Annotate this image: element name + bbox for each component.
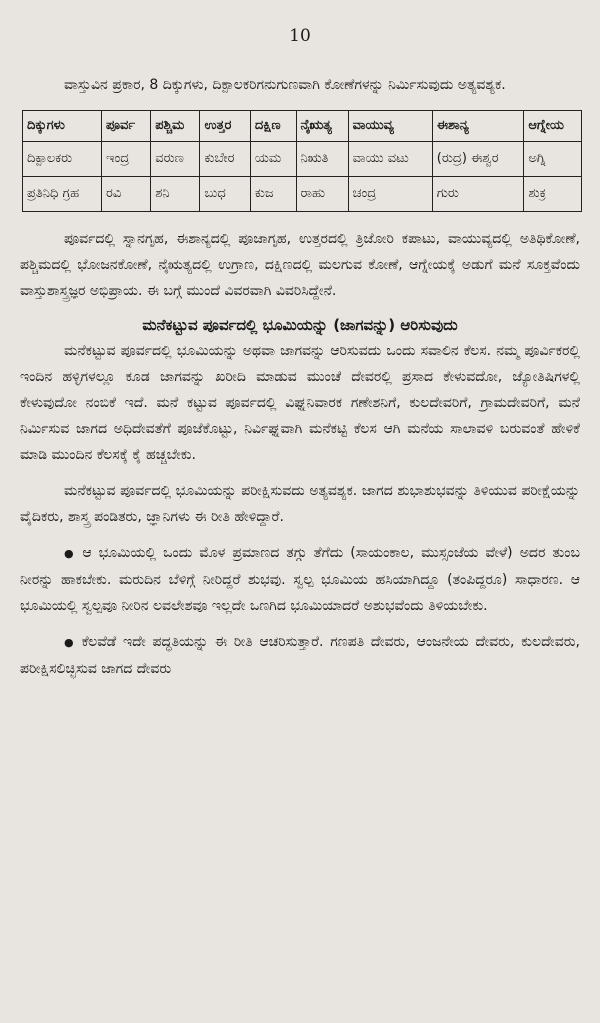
- table-cell: ಗುರು: [432, 177, 524, 212]
- table-header-row: [23, 111, 582, 142]
- table-cell: (ರುದ್ರ) ಈಶ್ವರ: [432, 142, 524, 177]
- rooms-paragraph: ಪೂರ್ವದಲ್ಲಿ ಸ್ನಾನಗೃಹ, ಈಶಾನ್ಯದಲ್ಲಿ ಪೂಜಾಗೃಹ, ಉತ್ತರದಲ್ಲಿ ತ್ರಿಜೋರಿ ಕಪಾಟು, ವಾಯುವ್ಯದಲ್ಲಿ ಅತಿಥಿಕೋಣೆ, ಪಶ್ಚಿಮದಲ್ಲಿ ಭೋಜನಕೋಣೆ, ನೈಋತ್ಯದಲ್ಲಿ ಉಗ್ರಾಣ, ದಕ್ಷಿಣದಲ್ಲಿ ಮಲಗುವ ಕೋಣೆ, ಆಗ್ನೇಯಕ್ಕೆ ಅಡುಗೆ ಮನೆ ಸೂಕ್ತವೆಂದು ವಾಸ್ತುಶಾಸ್ತ್ರಜ್ಞರ ಅಭಿಪ್ರಾಯ. ಈ ಬಗ್ಗೆ ಮುಂದೆ ವಿವರವಾಗಿ ವಿವರಿಸಿದ್ದೇನೆ.: [20, 231, 580, 299]
- table-header-cell: ಆಗ್ನೇಯ: [524, 111, 582, 142]
- bullet-item: ● ಕೆಲವೆಡೆ ಇದೇ ಪದ್ಧತಿಯನ್ನು ಈ ರೀತಿ ಆಚರಿಸುತ್ತಾರೆ. ಗಣಪತಿ ದೇವರು, ಆಂಜನೇಯ ದೇವರು, ಕುಲದೇವರು, ಪರೀಕ್ಷಿಸಲಿಚ್ಛಿಸುವ ಜಾಗದ ದೇವರು: [20, 629, 580, 682]
- table-cell: ಅಗ್ನಿ: [524, 142, 582, 177]
- table-header-cell: ನೈಋತ್ಯ: [296, 111, 348, 142]
- bullet-item: ● ಆ ಭೂಮಿಯಲ್ಲಿ ಒಂದು ಮೊಳ ಪ್ರಮಾಣದ ತಗ್ಗು ತೆಗೆದು (ಸಾಯಂಕಾಲ, ಮುಸ್ಸಂಜೆಯ ವೇಳೆ) ಅದರ ತುಂಬ ನೀರನ್ನು ಹಾಕಬೇಕು. ಮರುದಿನ ಬೆಳಿಗ್ಗೆ ನೀರಿದ್ದರೆ ಶುಭವು. ಸ್ವಲ್ಪ ಭೂಮಿಯ ಹಸಿಯಾಗಿದ್ದೂ (ತಂಪಿದ್ದರೂ) ಸಾಧಾರಣ. ಆ ಭೂಮಿಯಲ್ಲಿ ಸ್ವಲ್ಪವೂ ನೀರಿನ ಲವಲೇಶವೂ ಇಲ್ಲದೇ ಒಣಗಿದ ಭೂಮಿಯಾದರೆ ಅಶುಭವೆಂದು ತಿಳಿಯಬೇಕು.: [20, 540, 580, 619]
- table-cell: ವಾಯು ವಟು: [348, 142, 432, 177]
- table-cell: ಶನಿ: [151, 177, 200, 212]
- table-cell: ಇಂದ್ರ: [102, 142, 151, 177]
- land-test-paragraph: ಮನೆಕಟ್ಟುವ ಪೂರ್ವದಲ್ಲಿ ಭೂಮಿಯನ್ನು ಪರೀಕ್ಷಿಸುವದು ಅತ್ಯವಶ್ಯಕ. ಜಾಗದ ಶುಭಾಶುಭವನ್ನು ತಿಳಿಯುವ ಪರೀಕ್ಷೆಯನ್ನು ವೈದಿಕರು, ಶಾಸ್ತ್ರ ಪಂಡಿತರು, ಜ್ಞಾನಿಗಳು ಈ ರೀತಿ ಹೇಳಿದ್ದಾರೆ.: [20, 483, 580, 525]
- table-cell: ಯಮ: [250, 142, 296, 177]
- table-cell: ಪ್ರತಿನಿಧಿ ಗ್ರಹ: [23, 177, 102, 212]
- table-cell: ದಿಕ್ಪಾಲಕರು: [23, 142, 102, 177]
- table-header-cell: ಈಶಾನ್ಯ: [432, 111, 524, 142]
- table-cell: ರವಿ: [102, 177, 151, 212]
- section-heading: ಮನೆಕಟ್ಟುವ ಪೂರ್ವದಲ್ಲಿ ಭೂಮಿಯನ್ನು (ಜಾಗವನ್ನು) ಆರಿಸುವುದು: [142, 316, 458, 334]
- table-cell: ರಾಹು: [296, 177, 348, 212]
- table-cell: ಶುಕ್ರ: [524, 177, 582, 212]
- table-cell: ಚಂದ್ರ: [348, 177, 432, 212]
- land-selection-paragraph: ಮನೆಕಟ್ಟುವ ಪೂರ್ವದಲ್ಲಿ ಭೂಮಿಯನ್ನು ಅಥವಾ ಜಾಗವನ್ನು ಆರಿಸುವದು ಒಂದು ಸವಾಲಿನ ಕೆಲಸ. ನಮ್ಮ ಪೂರ್ವಿಕರಲ್ಲಿ ಇಂದಿನ ಹಳ್ಳಿಗಳಲ್ಲೂ ಕೂಡ ಜಾಗವನ್ನು ಖರೀದಿ ಮಾಡುವ ಮುಂಚೆ ದೇವರಲ್ಲಿ ಪ್ರಸಾದ ಕೇಳುವದೋ, ಜ್ಯೋತಿಷಿಗಳಲ್ಲಿ ಕೇಳುವುದೋ ನಂಬಿಕೆ ಇದೆ. ಮನೆ ಕಟ್ಟುವ ಪೂರ್ವದಲ್ಲಿ ವಿಘ್ನನಿವಾರಕ ಗಣೇಶನಿಗೆ, ಕುಲದೇವರಿಗೆ, ಗ್ರಾಮದೇವರಿಗೆ, ಮನೆ ನಿರ್ಮಿಸುವ ಜಾಗದ ಅಧಿದೇವತೆಗೆ ಪೂಜೆಕೊಟ್ಟು, ನಿರ್ವಿಘ್ನವಾಗಿ ಮನೆಕಟ್ಟಿ ಕೆಲಸ ಆಗಿ ಮನೆಯ ಸಾಲಾವಳಿ ಬರುವಂತೆ ಹೇಳಿಕೆ ಮಾಡಿ ಮುಂದಿನ ಕೆಲಸಕ್ಕೆ ಕೈ ಹಚ್ಚಬೇಕು.: [20, 343, 580, 463]
- table-header-cell: ವಾಯುವ್ಯ: [348, 111, 432, 142]
- table-row: [23, 177, 582, 212]
- table-cell: ಕುಜ: [250, 177, 296, 212]
- directions-table: [22, 110, 582, 212]
- table-row: [23, 142, 582, 177]
- table-header-cell: ಪಶ್ಚಿಮ: [151, 111, 200, 142]
- table-header-cell: ಪೂರ್ವ: [102, 111, 151, 142]
- table-header-cell: ಉತ್ತರ: [200, 111, 250, 142]
- intro-paragraph: ವಾಸ್ತುವಿನ ಪ್ರಕಾರ, 8 ದಿಕ್ಕುಗಳು, ದಿಕ್ಪಾಲಕರಿಗನುಗುಣವಾಗಿ ಕೋಣೆಗಳನ್ನು ನಿರ್ಮಿಸುವುದು ಅತ್ಯವಶ್ಯಕ.: [64, 77, 506, 93]
- table-cell: ಬುಧ: [200, 177, 250, 212]
- table-cell: ನಿಋತಿ: [296, 142, 348, 177]
- page-number: 10: [289, 26, 311, 46]
- table-header-cell: ದಕ್ಷಿಣ: [250, 111, 296, 142]
- table-cell: ವರುಣ: [151, 142, 200, 177]
- table-header-cell: ದಿಕ್ಕುಗಳು: [23, 111, 102, 142]
- table-cell: ಕುಬೇರ: [200, 142, 250, 177]
